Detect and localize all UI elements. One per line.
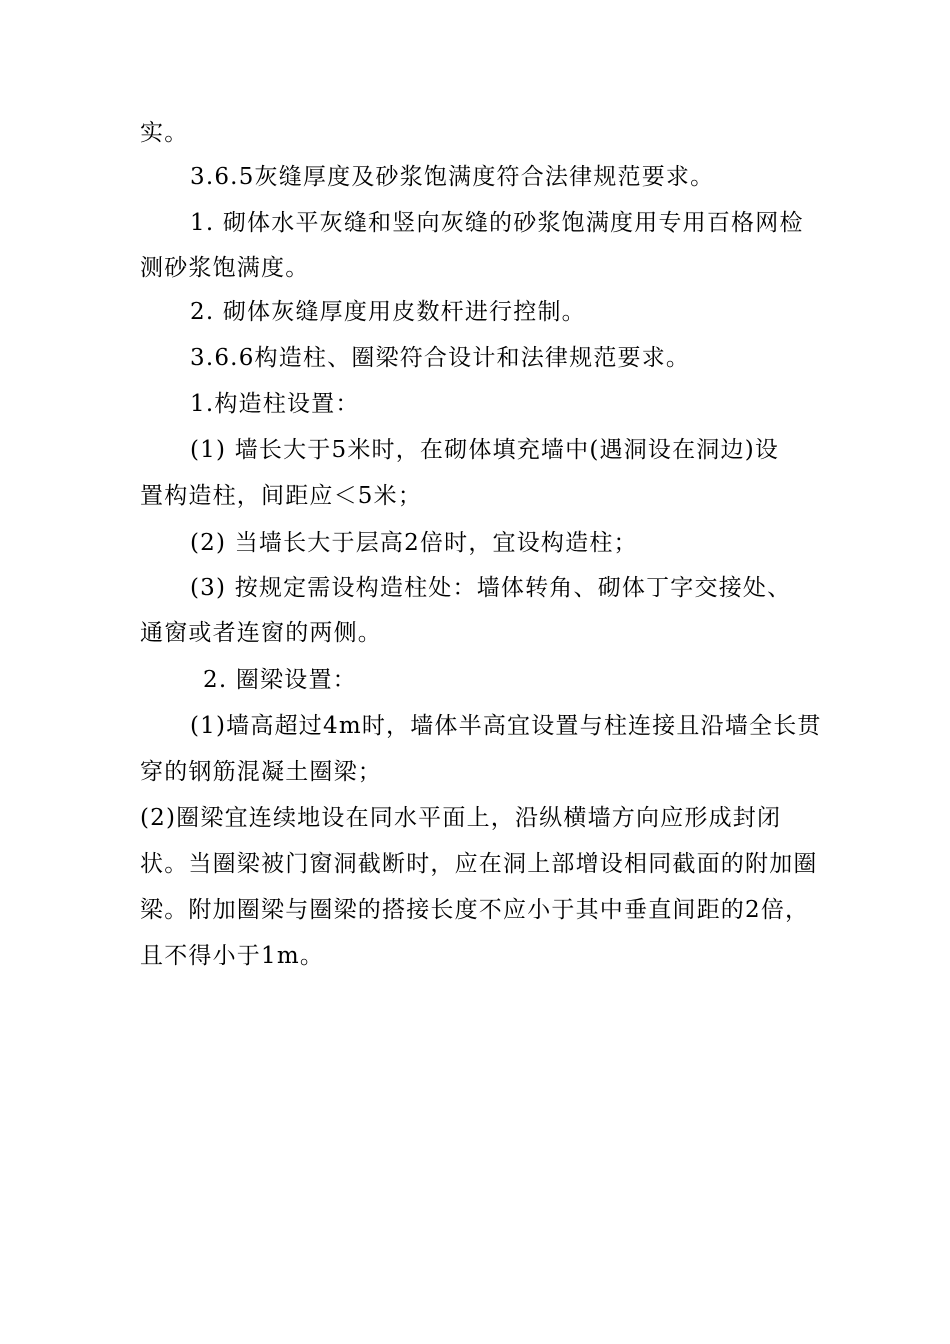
subheading-constructional-column: 1.构造柱设置： bbox=[190, 391, 360, 417]
text-line: (1)墙高超过4m时，墙体半高宜设置与柱连接且沿墙全长贯 bbox=[190, 713, 822, 739]
text-line: 2. 砌体灰缝厚度用皮数杆进行控制。 bbox=[190, 299, 586, 325]
subheading-ring-beam: 2. 圈梁设置： bbox=[203, 667, 357, 693]
text-line: 1. 砌体水平灰缝和竖向灰缝的砂浆饱满度用专用百格网检 bbox=[190, 210, 804, 236]
text-line: 通窗或者连窗的两侧。 bbox=[140, 620, 382, 646]
text-line: 穿的钢筋混凝土圈梁； bbox=[140, 759, 382, 785]
text-line: (2) 当墙长大于层高2倍时，宜设构造柱； bbox=[190, 530, 638, 556]
text-line: (3) 按规定需设构造柱处：墙体转角、砌体丁字交接处、 bbox=[190, 575, 792, 601]
text-line: 且不得小于1m。 bbox=[140, 943, 325, 969]
text-line: 测砂浆饱满度。 bbox=[140, 255, 310, 281]
text-line: 实。 bbox=[140, 120, 189, 146]
text-line: 状。当圈梁被门窗洞截断时，应在洞上部增设相同截面的附加圈 bbox=[140, 851, 818, 877]
section-heading-3-6-5: 3.6.5灰缝厚度及砂浆饱满度符合法律规范要求。 bbox=[190, 164, 715, 190]
section-heading-3-6-6: 3.6.6构造柱、圈梁符合设计和法律规范要求。 bbox=[190, 345, 691, 371]
text-line: 置构造柱，间距应＜5米； bbox=[140, 483, 423, 509]
text-line: (1) 墙长大于5米时，在砌体填充墙中(遇洞设在洞边)设 bbox=[190, 437, 780, 463]
text-line: 梁。附加圈梁与圈梁的搭接长度不应小于其中垂直间距的2倍， bbox=[140, 897, 810, 923]
text-line: (2)圈梁宜连续地设在同水平面上，沿纵横墙方向应形成封闭 bbox=[140, 805, 782, 831]
